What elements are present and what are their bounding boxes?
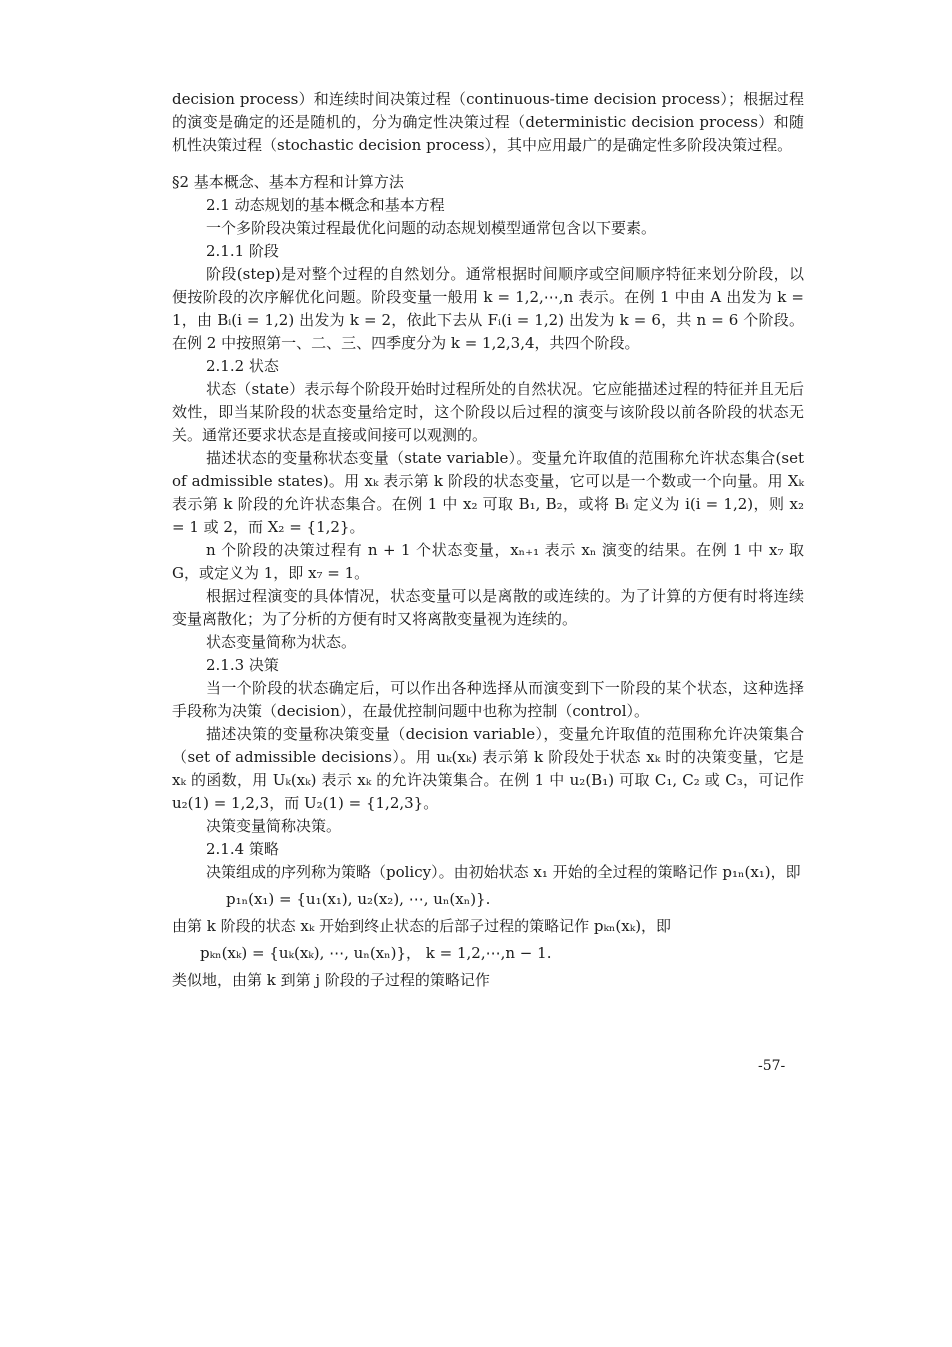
paragraph: n 个阶段的决策过程有 n + 1 个状态变量，xₙ₊₁ 表示 xₙ 演变的结果。在例 1 中 x₇ 取 G，或定义为 1，即 x₇ = 1。 xyxy=(172,541,804,582)
paragraph: 状态变量简称为状态。 xyxy=(206,633,357,651)
paragraph: 当一个阶段的状态确定后，可以作出各种选择从而演变到下一阶段的某个状态，这种选择手段称为决策（decision），在最优控制问题中也称为控制（control）。 xyxy=(172,679,804,720)
intro-paragraph: decision process）和连续时间决策过程（continuous-time decision process）；根据过程的演变是确定的还是随机的，分为确定性决策过程（deterministic decision process）和随机性决策过程（stochastic decision process），其中应用最广的是确定性多阶段决策过程。 xyxy=(172,90,804,154)
paragraph: 类似地，由第 k 到第 j 阶段的子过程的策略记作 xyxy=(172,971,490,989)
paragraph: 决策变量简称决策。 xyxy=(206,817,342,835)
document-page xyxy=(172,88,804,992)
paragraph: 一个多阶段决策过程最优化问题的动态规划模型通常包含以下要素。 xyxy=(206,219,657,237)
paragraph: 由第 k 阶段的状态 xₖ 开始到终止状态的后部子过程的策略记作 pₖₙ(xₖ)，即 xyxy=(172,917,672,935)
subsection-title-2-1-3: 2.1.3 决策 xyxy=(206,656,279,674)
subsection-title-2-1-1: 2.1.1 阶段 xyxy=(206,242,279,260)
paragraph: 描述决策的变量称决策变量（decision variable），变量允许取值的范围称允许决策集合（set of admissible decisions）。用 uₖ(xₖ) 表示第 k 阶段处于状态 xₖ 时的决策变量，它是 xₖ 的函数，用 Uₖ(xₖ) 表示 xₖ 的允许决策集合。在例 1 中 u₂(B₁) 可取 C₁, C₂ 或 C₃，可记作 u₂(1) = 1,2,3，而 U₂(1) = {1,2,3}。 xyxy=(172,725,804,812)
paragraph: 决策组成的序列称为策略（policy）。由初始状态 x₁ 开始的全过程的策略记作 p₁ₙ(x₁)，即 xyxy=(206,863,801,881)
subsection-title-2-1-4: 2.1.4 策略 xyxy=(206,840,279,858)
subsection-title-2-1: 2.1 动态规划的基本概念和基本方程 xyxy=(206,196,445,214)
paragraph: 阶段(step)是对整个过程的自然划分。通常根据时间顺序或空间顺序特征来划分阶段，以便按阶段的次序解优化问题。阶段变量一般用 k = 1,2,⋯,n 表示。在例 1 中由 A 出发为 k = 1，由 Bᵢ(i = 1,2) 出发为 k = 2，依此下去从 Fᵢ(i = 1,2) 出发为 k = 6，共 n = 6 个阶段。在例 2 中按照第一、二、三、四季度分为 k = 1,2,3,4，共四个阶段。 xyxy=(172,265,804,352)
paragraph: 状态（state）表示每个阶段开始时过程所处的自然状况。它应能描述过程的特征并且无后效性，即当某阶段的状态变量给定时，这个阶段以后过程的演变与该阶段以前各阶段的状态无关。通常还要求状态是直接或间接可以观测的。 xyxy=(172,380,804,444)
paragraph: 根据过程演变的具体情况，状态变量可以是离散的或连续的。为了计算的方便有时将连续变量离散化；为了分析的方便有时又将离散变量视为连续的。 xyxy=(172,587,804,628)
paragraph: 描述状态的变量称状态变量（state variable）。变量允许取值的范围称允许状态集合(set of admissible states)。用 xₖ 表示第 k 阶段的状态变量，它可以是一个数或一个向量。用 Xₖ 表示第 k 阶段的允许状态集合。在例 1 中 x₂ 可取 B₁, B₂，或将 Bᵢ 定义为 i(i = 1,2)，则 x₂ = 1 或 2，而 X₂ = {1,2}。 xyxy=(172,449,804,536)
subsection-title-2-1-2: 2.1.2 状态 xyxy=(206,357,279,375)
equation: pₖₙ(xₖ) = {uₖ(xₖ), ⋯, uₙ(xₙ)}， k = 1,2,⋯,n − 1. xyxy=(200,944,552,962)
page-number: -57- xyxy=(758,1058,786,1074)
equation: p₁ₙ(x₁) = {u₁(x₁), u₂(x₂), ⋯, uₙ(xₙ)}. xyxy=(226,890,491,908)
section-title: §2 基本概念、基本方程和计算方法 xyxy=(172,173,404,191)
